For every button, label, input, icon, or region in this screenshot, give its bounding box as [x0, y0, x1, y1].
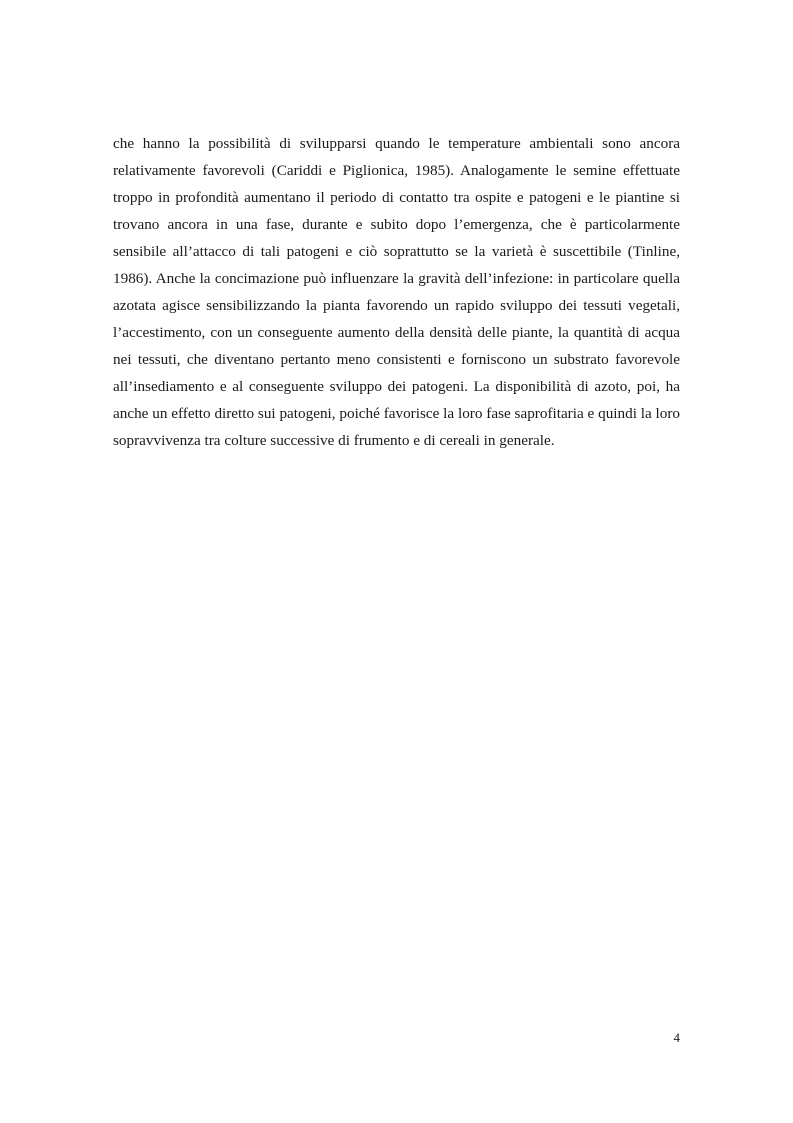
body-paragraph: che hanno la possibilità di svilupparsi quando le temperature ambientali sono ancora relativamente favorevoli (Cariddi e Piglionica, 1985). Analogamente le semine effettuate troppo in profondità aumentano il periodo di contatto tra ospite e patogeni e le piantine si trovano ancora in una fase, durante e subito dopo l’emergenza, che è particolarmente sensibile all’attacco di tali patogeni e ciò soprattutto se la varietà è suscettibile (Tinline, 1986). Anche la concimazione può influenzare la gravità dell’infezione: in particolare quella azotata agisce sensibilizzando la pianta favorendo un rapido sviluppo dei tessuti vegetali, l’accestimento, con un conseguente aumento della densità delle piante, la quantità di acqua nei tessuti, che diventano pertanto meno consistenti e forniscono un substrato favorevole all’insediamento e al conseguente sviluppo dei patogeni. La disponibilità di azoto, poi, ha anche un effetto diretto sui patogeni, poiché favorisce la loro fase saprofitaria e quindi la loro sopravvivenza tra colture successive di frumento e di cereali in generale.: [113, 135, 680, 449]
page-number: 4: [673, 1030, 680, 1045]
